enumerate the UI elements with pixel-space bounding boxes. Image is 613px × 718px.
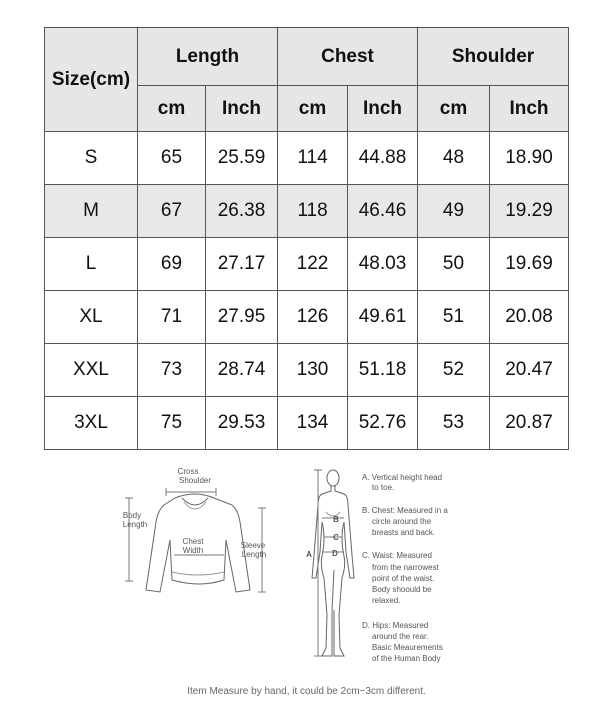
body-length-label: Body — [122, 511, 142, 520]
chest-width-label: Chest — [182, 537, 204, 546]
measurement-diagram — [0, 460, 613, 718]
value-cell: 20.47 — [490, 344, 569, 397]
size-chart-table — [44, 27, 569, 450]
length-group-header: Length — [138, 28, 278, 86]
value-cell: 28.74 — [206, 344, 278, 397]
value-cell: 20.08 — [490, 291, 569, 344]
measurement-footnote: Item Measure by hand, it could be 2cm~3cm different. — [187, 686, 426, 697]
value-cell: 126 — [278, 291, 348, 344]
value-cell: 114 — [278, 132, 348, 185]
value-cell: 49 — [418, 185, 490, 238]
note-line: relaxed. — [372, 596, 401, 605]
cross-shoulder-label: Shoulder — [178, 476, 212, 485]
size-cell: L — [45, 238, 138, 291]
chest-group-header: Chest — [278, 28, 418, 86]
table-row — [45, 291, 569, 344]
value-cell: 51.18 — [348, 344, 418, 397]
shoulder-group-header: Shoulder — [418, 28, 569, 86]
note-line: point of the waist. — [372, 574, 435, 583]
note-line: to toe. — [372, 483, 395, 492]
value-cell: 65 — [138, 132, 206, 185]
cross-shoulder-label: Cross — [177, 467, 199, 476]
value-cell: 48.03 — [348, 238, 418, 291]
body-length-label: Length — [122, 520, 148, 529]
value-cell: 46.46 — [348, 185, 418, 238]
size-cell: XL — [45, 291, 138, 344]
sleeve-length-label: Sleeve — [240, 541, 266, 550]
value-cell: 44.88 — [348, 132, 418, 185]
note-line: C. Waist: Measured — [362, 551, 432, 560]
value-cell: 50 — [418, 238, 490, 291]
note-line: breasts and back. — [372, 528, 436, 537]
size-cell: 3XL — [45, 397, 138, 450]
note-line: Basic Meaurements — [372, 643, 443, 652]
value-cell: 75 — [138, 397, 206, 450]
note-a — [362, 473, 442, 492]
value-cell: 118 — [278, 185, 348, 238]
size-cell: M — [45, 185, 138, 238]
unit-header: cm — [278, 86, 348, 132]
value-cell: 49.61 — [348, 291, 418, 344]
value-cell: 130 — [278, 344, 348, 397]
value-cell: 19.69 — [490, 238, 569, 291]
value-cell: 134 — [278, 397, 348, 450]
value-cell: 67 — [138, 185, 206, 238]
note-line: of the Human Body — [372, 654, 441, 663]
value-cell: 20.87 — [490, 397, 569, 450]
note-line: from the narrowest — [372, 563, 439, 572]
table-row — [45, 185, 569, 238]
value-cell: 51 — [418, 291, 490, 344]
value-cell: 26.38 — [206, 185, 278, 238]
value-cell: 52.76 — [348, 397, 418, 450]
unit-header: cm — [418, 86, 490, 132]
marker-b-label: B — [333, 515, 339, 524]
marker-d-label: D — [332, 549, 338, 558]
size-cell: S — [45, 132, 138, 185]
value-cell: 69 — [138, 238, 206, 291]
note-line: circle around the — [372, 517, 432, 526]
value-cell: 29.53 — [206, 397, 278, 450]
value-cell: 18.90 — [490, 132, 569, 185]
note-c — [362, 551, 439, 605]
note-d — [362, 621, 443, 663]
value-cell: 122 — [278, 238, 348, 291]
value-cell: 52 — [418, 344, 490, 397]
note-line: D. Hips: Measured — [362, 621, 429, 630]
table-row — [45, 397, 569, 450]
unit-header: Inch — [490, 86, 569, 132]
table-row — [45, 132, 569, 185]
value-cell: 48 — [418, 132, 490, 185]
table-row — [45, 344, 569, 397]
value-cell: 71 — [138, 291, 206, 344]
size-column-header: Size(cm) — [45, 28, 138, 132]
value-cell: 19.29 — [490, 185, 569, 238]
marker-c-label: C — [333, 533, 339, 542]
marker-a-label: A — [306, 550, 312, 559]
note-line: A. Vertical height head — [362, 473, 443, 482]
unit-header: Inch — [206, 86, 278, 132]
size-cell: XXL — [45, 344, 138, 397]
value-cell: 73 — [138, 344, 206, 397]
unit-header: Inch — [348, 86, 418, 132]
note-line: around the rear. — [372, 632, 429, 641]
value-cell: 53 — [418, 397, 490, 450]
table-row — [45, 238, 569, 291]
note-b — [362, 506, 448, 537]
note-line: B. Chest: Measured in a — [362, 506, 448, 515]
value-cell: 27.17 — [206, 238, 278, 291]
chest-width-label: Width — [182, 546, 204, 555]
value-cell: 25.59 — [206, 132, 278, 185]
sleeve-length-label: Length — [241, 550, 267, 559]
unit-header: cm — [138, 86, 206, 132]
table-header-row-groups — [45, 28, 569, 86]
note-line: Body shoould be — [372, 585, 432, 594]
value-cell: 27.95 — [206, 291, 278, 344]
